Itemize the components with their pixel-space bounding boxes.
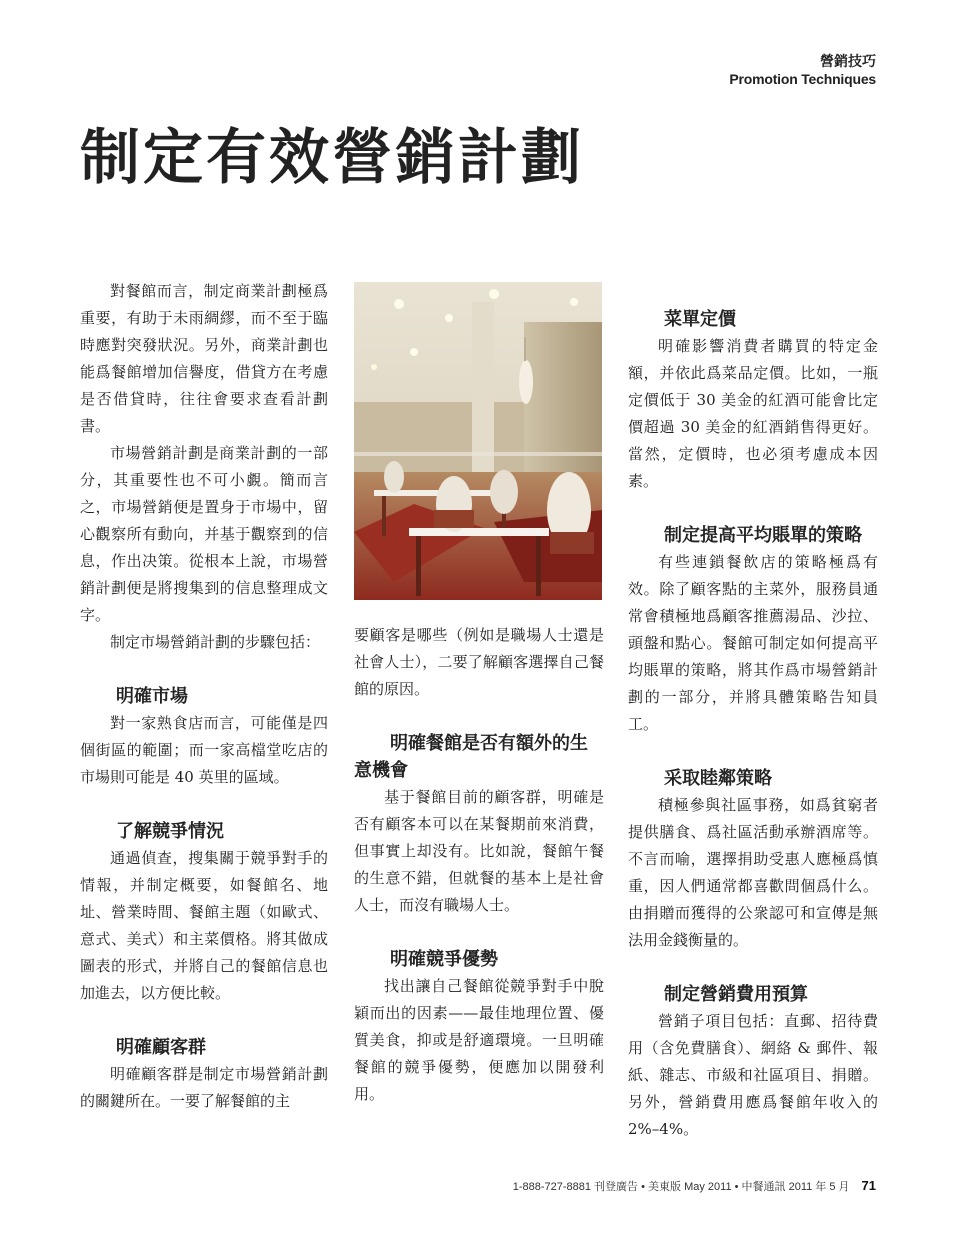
paragraph-good-neighbor: 積極參與社區事務，如爲貧窮者提供膳食、爲社區活動承辦酒席等。不言而喻，選擇捐助受惠人應極爲慎重，因人們通常都喜歡問個爲什么。由捐贈而獲得的公衆認可和宣傳是無法用金錢衡量的。: [628, 796, 878, 949]
section-tag: [729, 52, 876, 88]
paragraph-average-check: 有些連鎖餐飲店的策略極爲有效。除了顧客點的主菜外，服務員通常會積極地爲顧客推薦湯品、沙拉、頭盤和點心。餐館可制定如何提高平均賬單的策略，將其作爲市場營銷計劃的一部分，并將具體策略告知員工。: [628, 553, 878, 733]
paragraph-marketing-budget: 營銷子項目包括：直郵、招待費用（含免費膳食）、網絡 & 郵件、報紙、雜志、市級和社區項目、捐贈。另外，營銷費用應爲餐館年收入的 2%–4%。: [628, 1012, 878, 1138]
column-right: [628, 306, 878, 1143]
paragraph-competitive-edge: 找出讓自己餐館從競爭對手中脫穎而出的因素——最佳地理位置、優質美食，抑或是舒適環境。一旦明確餐館的競爭優勢，便應加以開發利用。: [354, 977, 604, 1103]
paragraph-customer-base: 明確顧客群是制定市場營銷計劃的關鍵所在。一要了解餐館的主: [80, 1065, 328, 1110]
restaurant-photo: [354, 282, 602, 600]
column-left: [80, 278, 328, 1115]
page-footer: [513, 1178, 876, 1195]
heading-competition: 了解競爭情況: [116, 821, 224, 841]
intro-paragraph-1: 對餐館而言，制定商業計劃極爲重要，有助于未雨綢繆，而不至于臨時應對突發狀況。另外，商業計劃也能爲餐館增加信譽度，借貸方在考慮是否借貸時，往往會要求查看計劃書。: [80, 282, 328, 435]
intro-paragraph-2: 市場營銷計劃是商業計劃的一部分，其重要性也不可小覷。簡而言之，市場營銷便是置身于市場中，留心觀察所有動向，并基于觀察到的信息，作出决策。從根本上說，市場營銷計劃便是將搜集到的信息整理成文字。: [80, 444, 328, 624]
heading-marketing-budget: 制定營銷費用預算: [664, 984, 808, 1004]
heading-average-check: 制定提高平均賬單的策略: [664, 525, 862, 545]
page-title: 制定有效營銷計劃: [80, 123, 584, 193]
section-label-zh: 營銷技巧: [820, 53, 876, 69]
heading-define-market: 明確市場: [116, 686, 188, 706]
heading-good-neighbor: 采取睦鄰策略: [664, 768, 772, 788]
heading-menu-pricing: 菜單定價: [664, 309, 736, 329]
footer-text: 1-888-727-8881 刊登廣告 • 美東版 May 2011 • 中餐通訊 2011 年 5 月: [512, 1181, 850, 1193]
section-label-en: Promotion Techniques: [729, 71, 876, 87]
heading-extra-opportunity: 明確餐館是否有額外的生意機會: [354, 733, 588, 780]
paragraph-define-market: 對一家熟食店而言，可能僅是四個街區的範圍；而一家高檔堂吃店的市場則可能是 40 英里的區域。: [80, 714, 328, 786]
column-middle: [354, 622, 604, 1108]
paragraph-competition: 通過偵查，搜集關于競爭對手的情報，并制定概要，如餐館名、地址、營業時間、餐館主題（如歐式、意式、美式）和主菜價格。將其做成圖表的形式，并將自己的餐館信息也加進去，以方便比較。: [80, 849, 328, 1002]
intro-paragraph-3: 制定市場營銷計劃的步驟包括：: [110, 633, 321, 651]
page-number: 71: [861, 1178, 876, 1193]
paragraph-menu-pricing: 明確影響消費者購買的特定金額，并依此爲菜品定價。比如，一瓶定價低于 30 美金的紅酒可能會比定價超過 30 美金的紅酒銷售得更好。當然，定價時，也必須考慮成本因素。: [628, 337, 878, 490]
paragraph-customer-base-cont: 要顧客是哪些（例如是職場人士還是社會人士），二要了解顧客選擇自己餐館的原因。: [354, 626, 604, 698]
paragraph-extra-opportunity: 基于餐館目前的顧客群，明確是否有顧客本可以在某餐期前來消費，但事實上却没有。比如說，餐館午餐的生意不錯，但就餐的基本上是社會人士，而沒有職場人士。: [354, 788, 604, 914]
heading-customer-base: 明確顧客群: [116, 1037, 206, 1057]
heading-competitive-edge: 明確競爭優勢: [390, 949, 498, 969]
